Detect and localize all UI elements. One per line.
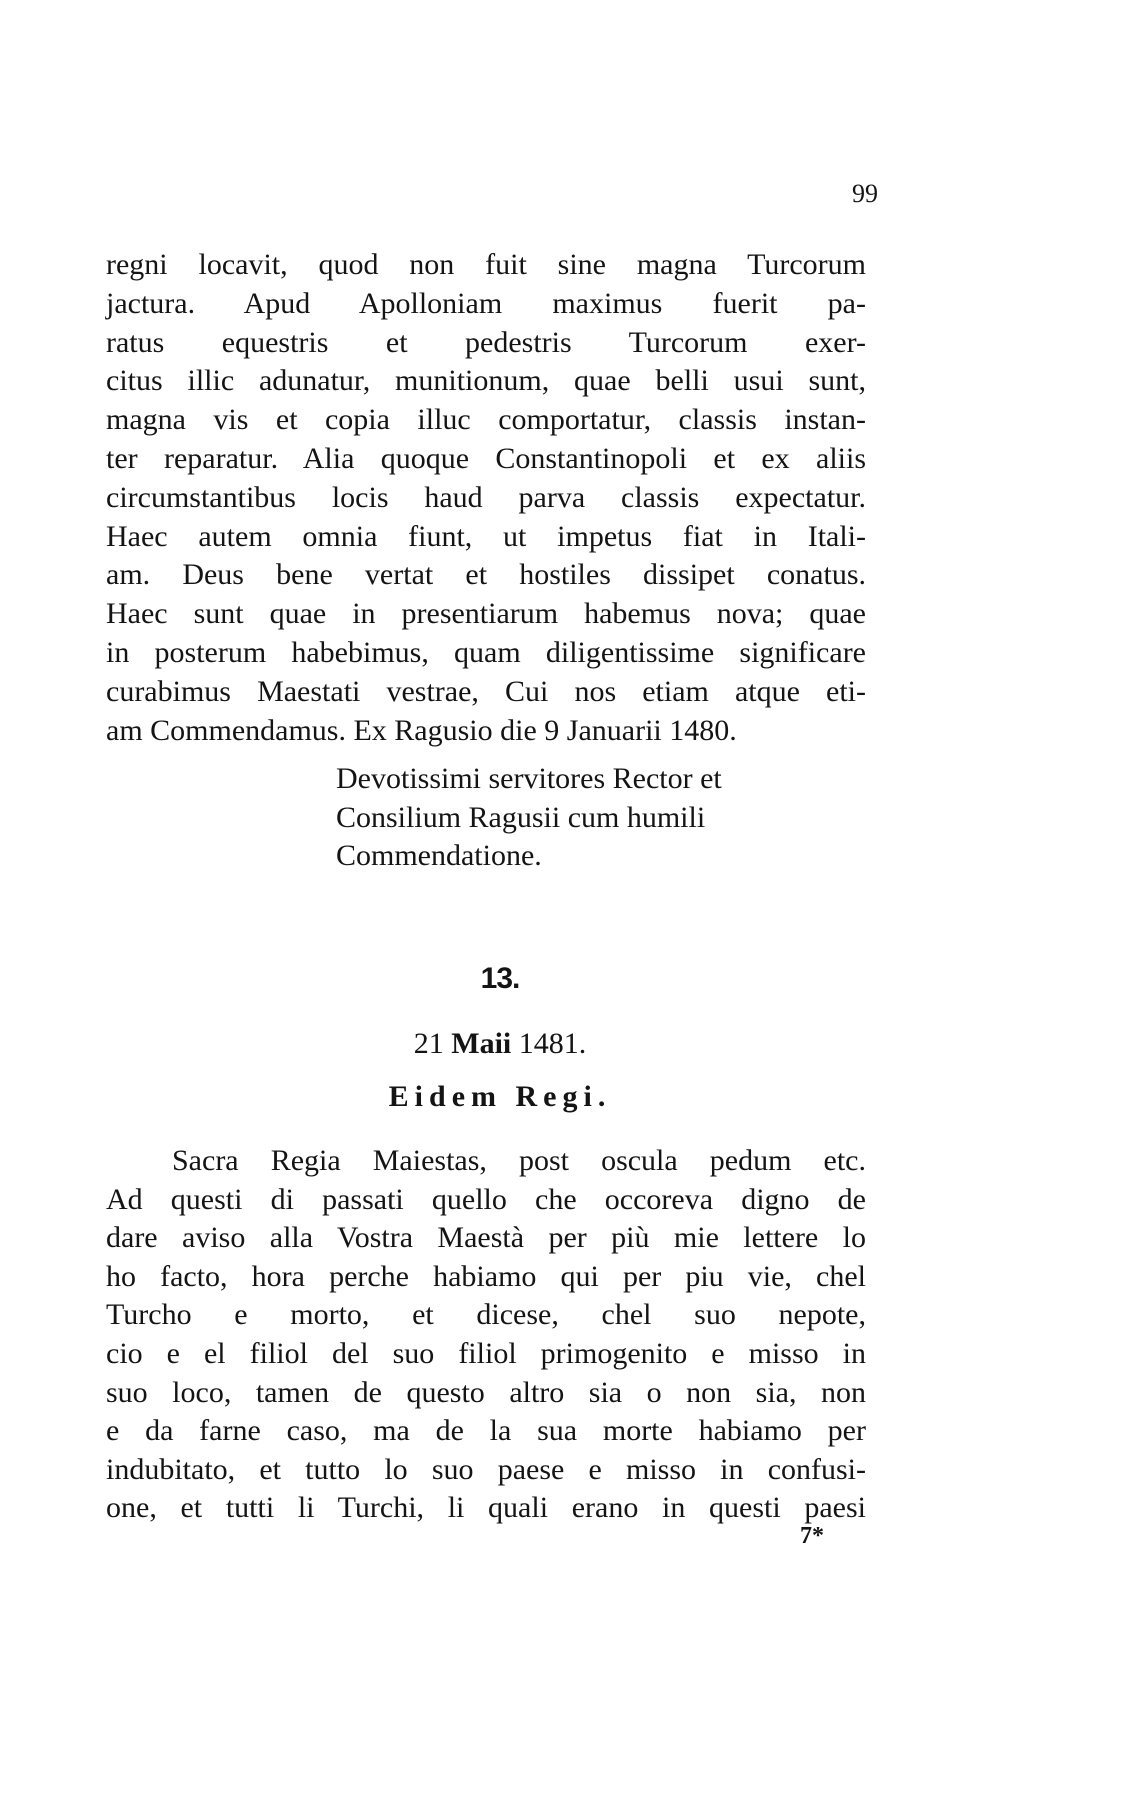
text-line: am. Deus bene vertat et hostiles dissipet conatus. xyxy=(106,558,866,592)
date-month: Maii xyxy=(451,1027,512,1060)
text-line: regni locavit, quod non fuit sine magna Turcorum xyxy=(106,248,866,281)
date-year: 1481. xyxy=(518,1027,587,1060)
text-line: Haec autem omnia fiunt, ut impetus fiat in Itali- xyxy=(106,519,866,553)
text-line: cio e el filiol del suo filiol primogenito e misso in xyxy=(106,1336,866,1370)
document-number: 13. xyxy=(480,962,520,995)
text-line: am Commendamus. Ex Ragusio die 9 Januarii 1480. xyxy=(106,713,737,747)
document-date xyxy=(0,1027,1000,1061)
text-line: dare aviso alla Vostra Maestà per più mie lettere lo xyxy=(106,1221,866,1255)
paragraph-letter-body xyxy=(106,246,866,750)
text-line: circumstantibus locis haud parva classis expectatur. xyxy=(106,480,866,514)
text-line: e da farne caso, ma de la sua morte habiamo per xyxy=(106,1414,866,1448)
text-line: Haec sunt quae in presentiarum habemus nova; quae xyxy=(106,597,866,631)
text-line: ter reparatur. Alia quoque Constantinopoli et ex aliis xyxy=(106,441,866,475)
text-line: Turcho e morto, et dicese, chel suo nepote, xyxy=(106,1298,866,1332)
signature-line: Consilium Ragusii cum humili xyxy=(336,800,706,834)
text-line: Ad questi di passati quello che occoreva digno de xyxy=(106,1182,866,1216)
page-number: 99 xyxy=(852,179,878,208)
text-line: ratus equestris et pedestris Turcorum exer- xyxy=(106,325,866,359)
text-line: suo loco, tamen de questo altro sia o non sia, non xyxy=(106,1375,866,1409)
text-line: jactura. Apud Apolloniam maximus fuerit pa- xyxy=(106,286,866,320)
text-line: magna vis et copia illuc comportatur, classis instan- xyxy=(106,403,866,437)
signature-line: Devotissimi servitores Rector et xyxy=(336,762,722,795)
text-line: curabimus Maestati vestrae, Cui nos etiam atque eti- xyxy=(106,674,866,708)
text-line: Sacra Regia Maiestas, post oscula pedum etc. xyxy=(172,1144,866,1177)
text-line: ho facto, hora perche habiamo qui per piu vie, chel xyxy=(106,1259,866,1293)
text-line: citus illic adunatur, munitionum, quae belli usui sunt, xyxy=(106,364,866,398)
text-line: one, et tutti li Turchi, li quali erano in questi paesi xyxy=(106,1491,866,1525)
paragraph-letter-body-2 xyxy=(106,1142,866,1528)
signature-block xyxy=(336,760,722,876)
date-day: 21 xyxy=(413,1027,444,1060)
document-heading: Eidem Regi. xyxy=(388,1080,612,1113)
signature-mark: 7* xyxy=(800,1523,824,1549)
text-line: indubitato, et tutto lo suo paese e misso in confusi- xyxy=(106,1452,866,1486)
signature-line: Commendatione. xyxy=(336,839,542,872)
text-line: in posterum habebimus, quam diligentissime significare xyxy=(106,635,866,669)
